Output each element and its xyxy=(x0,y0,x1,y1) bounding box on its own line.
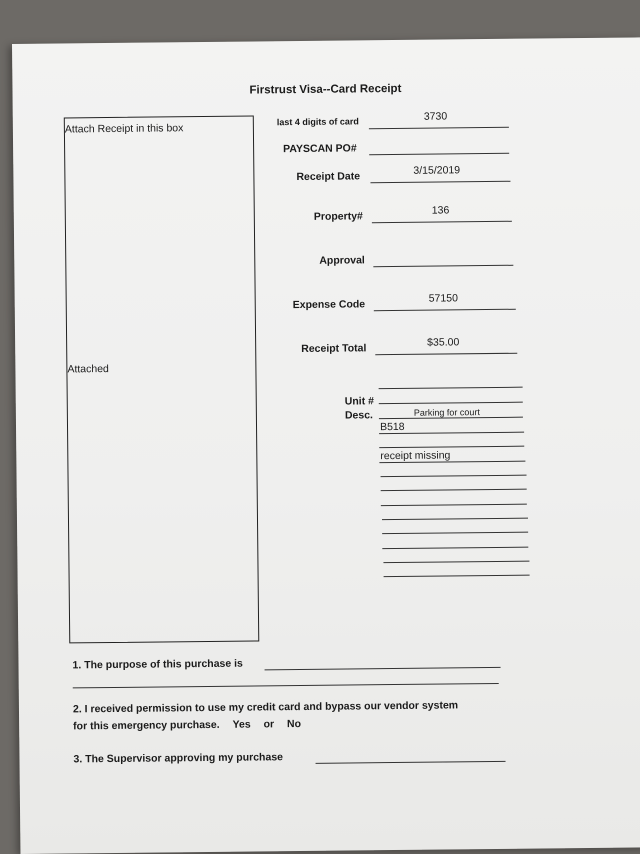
desc-line-1: Parking for court xyxy=(413,407,480,418)
desc-underline-4 xyxy=(379,461,525,464)
question-2-text: for this emergency purchase. xyxy=(73,718,220,733)
no-option: No xyxy=(286,718,302,731)
unit-line xyxy=(379,402,523,405)
question-1-purpose: 1. The purpose of this purchase is xyxy=(72,657,243,672)
unit-label: Unit # xyxy=(344,395,374,408)
receipt-date-value: 3/15/2019 xyxy=(413,164,461,177)
receipt-date-label: Receipt Date xyxy=(296,170,361,184)
approval-label: Approval xyxy=(319,254,365,267)
purpose-line-1 xyxy=(265,667,501,670)
desc-underline-2 xyxy=(379,432,524,435)
unit-top-line xyxy=(379,387,523,390)
attach-receipt-box xyxy=(64,115,259,643)
question-2-line-1: 2. I received permission to use my credit card and bypass our vendor system xyxy=(72,699,459,716)
last4-label: last 4 digits of card xyxy=(276,116,359,128)
question-3-supervisor: 3. The Supervisor approving my purchase xyxy=(73,751,284,766)
desc-underline-12 xyxy=(384,575,530,578)
receipt-date-line xyxy=(370,181,510,183)
receipt-total-label: Receipt Total xyxy=(301,342,367,355)
payscan-label: PAYSCAN PO# xyxy=(283,142,357,156)
desc-label: Desc. xyxy=(344,409,374,422)
purpose-line-2 xyxy=(73,683,499,688)
last4-line xyxy=(369,127,509,129)
desc-underline-1 xyxy=(379,417,523,420)
desc-underline-6 xyxy=(381,489,527,492)
expense-code-value: 57150 xyxy=(428,292,458,305)
form-title: Firstrust Visa--Card Receipt xyxy=(249,82,402,97)
receipt-total-value: $35.00 xyxy=(427,336,460,349)
desc-underline-9 xyxy=(382,532,528,535)
attached-note: Attached xyxy=(67,363,109,376)
desc-underline-10 xyxy=(382,547,528,550)
payscan-line xyxy=(369,153,509,155)
expense-code-line xyxy=(374,309,516,311)
property-line xyxy=(372,221,512,223)
property-label: Property# xyxy=(313,210,363,223)
desc-underline-5 xyxy=(381,475,527,478)
expense-code-label: Expense Code xyxy=(292,298,366,312)
desc-underline-11 xyxy=(383,561,529,564)
desc-line-4: receipt missing xyxy=(380,449,451,463)
desc-underline-7 xyxy=(381,504,527,507)
supervisor-line xyxy=(316,761,506,764)
receipt-form-page xyxy=(12,37,640,854)
property-value: 136 xyxy=(431,204,450,217)
desc-line-2: B518 xyxy=(379,420,405,434)
or-text: or xyxy=(263,718,275,731)
desc-underline-8 xyxy=(382,518,528,521)
last4-value: 3730 xyxy=(423,110,448,123)
desc-underline-3 xyxy=(379,446,524,449)
question-2-line-2 xyxy=(73,718,301,732)
yes-option: Yes xyxy=(232,718,251,731)
approval-line xyxy=(373,265,513,267)
receipt-total-line xyxy=(375,353,517,355)
attach-box-label: Attach Receipt in this box xyxy=(64,122,184,136)
